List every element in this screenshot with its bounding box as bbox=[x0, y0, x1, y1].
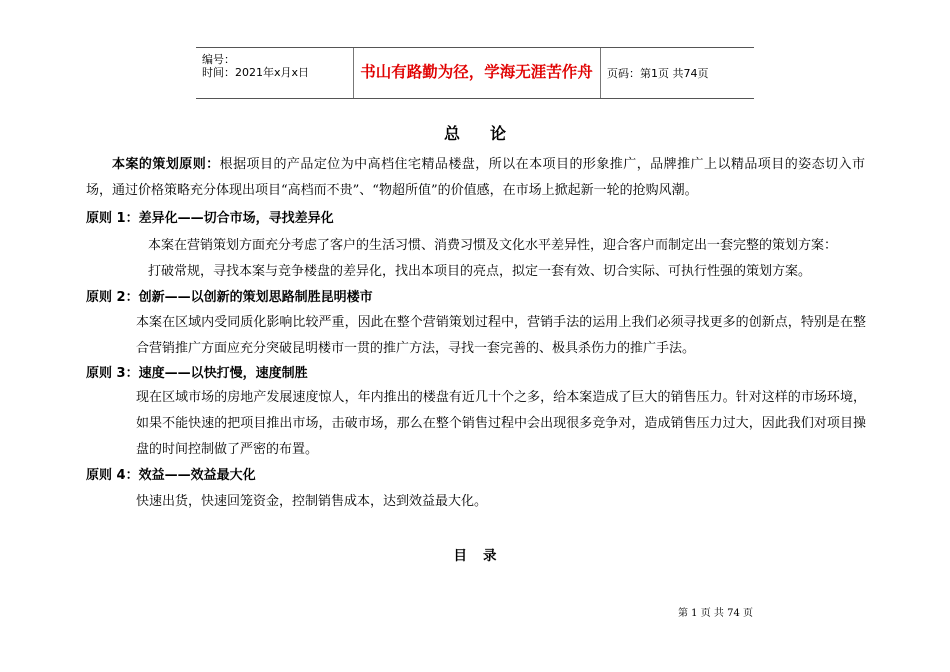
principle-1-line-2: 打破常规，寻找本案与竞争楼盘的差异化，找出本项目的亮点，拟定一套有效、切合实际、可执行性强的策划方案。 bbox=[148, 264, 812, 279]
intro-label: 本案的策划原则： bbox=[112, 157, 220, 172]
header-motto: 书山有路勤为径，学海无涯苦作舟 bbox=[360, 63, 593, 81]
document-number-label: 编号： bbox=[202, 53, 235, 66]
page-number-label: 页码：第1页 共74页 bbox=[607, 67, 709, 80]
principle-2-heading: 原则 2：创新——以创新的策划思路制胜昆明楼市 bbox=[86, 290, 373, 305]
document-header bbox=[196, 47, 754, 99]
principle-1-line-1: 本案在营销策划方面充分考虑了客户的生活习惯、消费习惯及文化水平差异性，迎合客户而制定出一套完整的策划方案： bbox=[148, 238, 838, 253]
document-date: 时间：2021年x月x日 bbox=[202, 66, 310, 79]
principle-2-text: 本案在区域内受同质化影响比较严重，因此在整个营销策划过程中，营销手法的运用上我们必须寻找更多的创新点，特别是在整合营销推广方面应充分突破昆明楼市一贯的推广方法，寻找一套完善的、极具杀伤力的推广手法。 bbox=[136, 315, 866, 356]
principle-1-heading: 原则 1：差异化——切合市场，寻找差异化 bbox=[86, 211, 334, 226]
header-divider bbox=[600, 48, 601, 98]
principle-3-heading: 原则 3：速度——以快打慢，速度制胜 bbox=[86, 366, 308, 381]
toc-title: 目录 bbox=[453, 548, 513, 564]
intro-text: 根据项目的产品定位为中高档住宅精品楼盘，所以在本项目的形象推广，品牌推广上以精品项目的姿态切入市场，通过价格策略充分体现出项目“高档而不贵”、“物超所值”的价值感，在市场上掀起新一轮的抢购风潮。 bbox=[86, 157, 865, 198]
page-footer: 第 1 页 共 74 页 bbox=[678, 608, 753, 619]
document-title: 总论 bbox=[443, 124, 536, 143]
intro-paragraph bbox=[86, 152, 865, 204]
principle-4-heading: 原则 4：效益——效益最大化 bbox=[86, 468, 256, 483]
principle-4-text: 快速出货，快速回笼资金，控制销售成本，达到效益最大化。 bbox=[136, 494, 488, 509]
principle-3-text: 现在区域市场的房地产发展速度惊人，年内推出的楼盘有近几十个之多，给本案造成了巨大的销售压力。针对这样的市场环境，如果不能快速的把项目推出市场，击破市场，那么在整个销售过程中会出现很多竞争对，造成销售压力过大，因此我们对项目操盘的时间控制做了严密的布置。 bbox=[136, 390, 866, 457]
